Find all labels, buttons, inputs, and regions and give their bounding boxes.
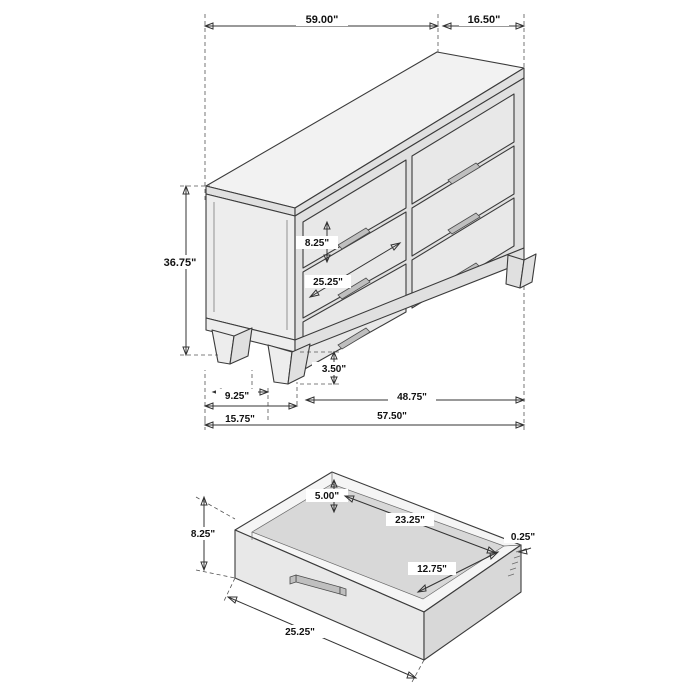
dim-label-36-75: 36.75" (163, 257, 197, 269)
dim-label-59: 59.00" (305, 14, 339, 26)
dim-label-12-75: 12.75" (417, 564, 447, 575)
dim-drawer-side-height (182, 497, 235, 578)
dim-label-5-00: 5.00" (314, 491, 340, 502)
dim-foot-depth (213, 389, 268, 402)
dim-label-0-25: 0.25" (510, 532, 536, 543)
drawer-figure (182, 472, 542, 682)
dim-label-16-5: 16.50" (467, 14, 501, 26)
dim-label-8-25-inner: 8.25" (304, 238, 330, 249)
dim-label-15-75: 15.75" (225, 414, 255, 425)
dim-label-9-25: 9.25" (224, 391, 250, 402)
dim-label-57-5: 57.50" (377, 411, 407, 422)
dim-label-23-25: 23.25" (395, 515, 425, 526)
dim-label-3-5: 3.50" (321, 364, 347, 375)
dim-depth-top (443, 12, 524, 29)
dim-label-25-25-drawer: 25.25" (285, 627, 315, 638)
dresser-figure (156, 12, 536, 430)
dim-base-depth (205, 403, 297, 425)
dim-label-48-75: 48.75" (397, 392, 427, 403)
dim-width-top (205, 12, 438, 29)
dim-inner-width (306, 390, 524, 403)
dim-label-8-25-drawer: 8.25" (190, 529, 216, 540)
dim-label-25-25-inner: 25.25" (313, 277, 343, 288)
